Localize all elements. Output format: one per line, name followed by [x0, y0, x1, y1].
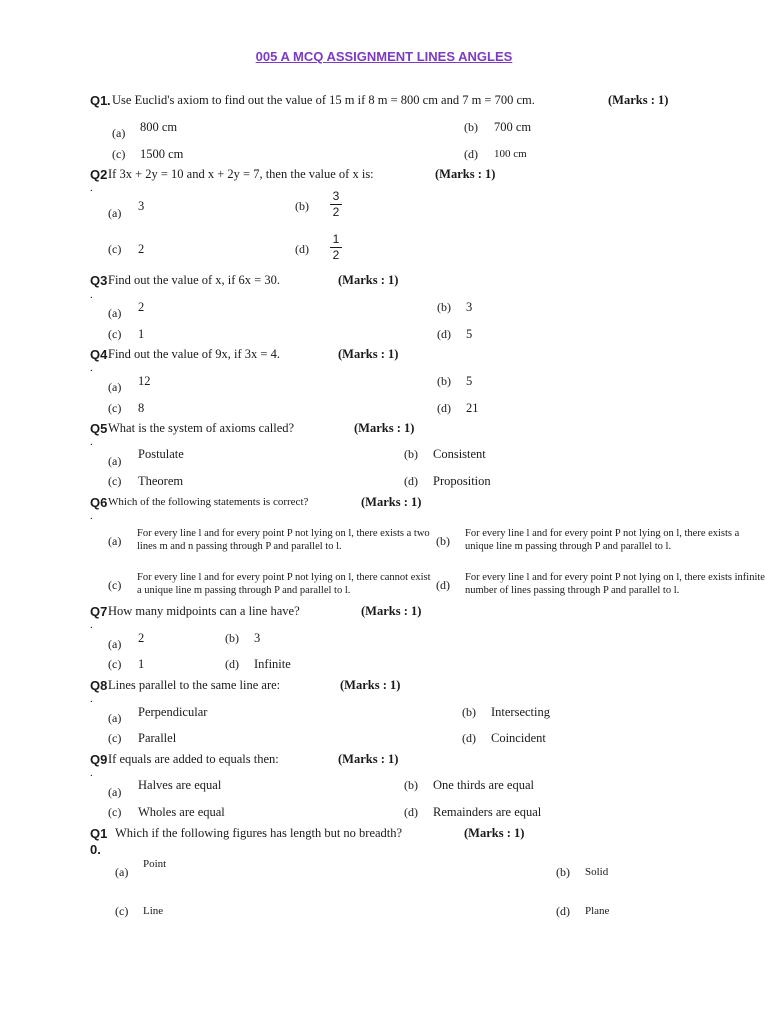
question-number: Q5 [90, 421, 108, 436]
fraction-denominator: 2 [332, 205, 340, 219]
marks-label: (Marks : 1) [608, 93, 669, 107]
option-label-a: (a) [108, 711, 122, 725]
option-d-text: Infinite [254, 657, 291, 671]
question-number: Q6 [90, 495, 108, 510]
option-label-c: (c) [108, 327, 122, 341]
option-d-text: Coincident [491, 731, 546, 745]
option-label-c: (c) [108, 242, 122, 256]
marks-label: (Marks : 1) [361, 604, 422, 618]
marks-label: (Marks : 1) [361, 495, 422, 509]
option-a-text: Perpendicular [138, 705, 208, 719]
question-number: Q4 [90, 347, 108, 362]
option-d-text: Plane [585, 905, 610, 917]
question-text: Find out the value of x, if 6x = 30. [108, 273, 280, 287]
option-label-c: (c) [108, 731, 122, 745]
option-c-text: Line [143, 905, 164, 917]
page-title: 005 A MCQ ASSIGNMENT LINES ANGLES [255, 49, 513, 64]
option-c-text: 2 [138, 242, 145, 256]
dot-mark: . [90, 289, 93, 301]
option-label-d: (d) [404, 805, 418, 819]
option-b-text: One thirds are equal [433, 778, 535, 792]
option-b-text: 3 [254, 631, 261, 645]
marks-label: (Marks : 1) [435, 167, 496, 181]
option-b-fraction [330, 190, 342, 219]
question-number: Q1 [90, 93, 108, 108]
option-label-b: (b) [437, 374, 451, 388]
option-d-text: 100 cm [494, 148, 527, 160]
option-b-text: 3 [466, 300, 473, 314]
question-text: Lines parallel to the same line are: [108, 678, 281, 692]
option-a-text: 12 [138, 374, 151, 388]
dot-mark: . [90, 619, 93, 631]
option-a-text: Postulate [138, 447, 184, 461]
option-a-text: Halves are equal [138, 778, 222, 792]
option-label-d: (d) [436, 578, 450, 592]
question-text: Use Euclid's axiom to find out the value of 15 m if 8 m = 800 cm and 7 m = 700 cm. [112, 93, 535, 107]
option-label-d: (d) [556, 904, 570, 918]
option-label-a: (a) [108, 785, 122, 799]
option-a-text: 800 cm [140, 120, 178, 134]
option-label-c: (c) [108, 657, 122, 671]
dot-mark: . [90, 182, 93, 194]
option-label-a: (a) [108, 380, 122, 394]
option-a-text: 2 [138, 631, 145, 645]
option-c-text: 1500 cm [140, 147, 184, 161]
option-a-text: 3 [138, 199, 145, 213]
question-number-line2: 0. [90, 842, 101, 857]
option-c-text: 8 [138, 401, 145, 415]
option-label-d: (d) [404, 474, 418, 488]
option-label-a: (a) [108, 637, 122, 651]
question-number: Q7 [90, 604, 108, 619]
option-a-text: Point [143, 858, 167, 870]
fraction-denominator: 2 [332, 248, 340, 262]
option-label-c: (c) [115, 904, 129, 918]
option-label-a: (a) [108, 534, 122, 548]
dot-mark: . [90, 767, 93, 779]
option-label-b: (b) [556, 865, 570, 879]
question-number: Q3 [90, 273, 108, 288]
question-number: Q8 [90, 678, 108, 693]
option-label-b: (b) [462, 705, 476, 719]
option-c-text: Parallel [138, 731, 177, 745]
question-text: How many midpoints can a line have? [108, 604, 300, 618]
option-label-b: (b) [295, 199, 309, 213]
option-c-text: 1 [138, 327, 145, 341]
option-label-d: (d) [437, 401, 451, 415]
question-dot: . [107, 93, 111, 108]
option-a-text: 2 [138, 300, 145, 314]
option-c-text: For every line l and for every point P not lying on l, there cannot exist a unique line m passing through P and parallel to l. [137, 572, 431, 596]
dot-mark: . [90, 436, 93, 448]
option-label-a: (a) [112, 126, 126, 140]
option-b-text: 5 [466, 374, 473, 388]
option-d-text: For every line l and for every point P not lying on l, there exists infinite number of lines passing through P and parallel to l. [465, 572, 765, 596]
question-text: If equals are added to equals then: [108, 752, 279, 766]
option-label-c: (c) [112, 147, 126, 161]
option-label-a: (a) [108, 206, 122, 220]
option-d-text: Remainders are equal [433, 805, 542, 819]
question-text: What is the system of axioms called? [108, 421, 295, 435]
question-number: Q9 [90, 752, 108, 767]
option-c-text: 1 [138, 657, 145, 671]
option-label-c: (c) [108, 474, 122, 488]
option-b-text: For every line l and for every point P not lying on l, there exists a unique line m passing through P and parallel to l. [465, 528, 740, 552]
question-text: Which if the following figures has length but no breadth? [115, 826, 403, 840]
option-label-c: (c) [108, 805, 122, 819]
option-label-d: (d) [295, 242, 309, 256]
option-label-b: (b) [436, 534, 450, 548]
marks-label: (Marks : 1) [338, 347, 399, 361]
option-label-b: (b) [404, 447, 418, 461]
option-d-fraction [330, 233, 342, 262]
option-b-text: Intersecting [491, 705, 551, 719]
option-label-b: (b) [225, 631, 239, 645]
option-b-text: 700 cm [494, 120, 532, 134]
option-label-a: (a) [108, 454, 122, 468]
dot-mark: . [90, 510, 93, 522]
option-label-c: (c) [108, 401, 122, 415]
option-label-d: (d) [437, 327, 451, 341]
option-label-a: (a) [108, 306, 122, 320]
option-label-c: (c) [108, 578, 122, 592]
option-b-text: Consistent [433, 447, 486, 461]
marks-label: (Marks : 1) [338, 273, 399, 287]
dot-mark: . [90, 362, 93, 374]
option-label-a: (a) [115, 865, 129, 879]
marks-label: (Marks : 1) [338, 752, 399, 766]
option-a-text: For every line l and for every point P not lying on l, there exists a two lines m and n passing through P and parallel to l. [137, 528, 430, 552]
question-number-line1: Q1 [90, 826, 108, 841]
option-label-b: (b) [464, 120, 478, 134]
option-c-text: Wholes are equal [138, 805, 225, 819]
fraction-numerator: 3 [332, 189, 340, 203]
question-text: Which of the following statements is correct? [108, 496, 309, 508]
option-label-b: (b) [404, 778, 418, 792]
option-label-d: (d) [462, 731, 476, 745]
marks-label: (Marks : 1) [340, 678, 401, 692]
dot-mark: . [90, 693, 93, 705]
option-label-d: (d) [225, 657, 239, 671]
option-b-text: Solid [585, 866, 609, 878]
option-d-text: Proposition [433, 474, 491, 488]
option-d-text: 21 [466, 401, 479, 415]
fraction-numerator: 1 [332, 232, 340, 246]
option-c-text: Theorem [138, 474, 184, 488]
question-text: Find out the value of 9x, if 3x = 4. [108, 347, 280, 361]
option-d-text: 5 [466, 327, 473, 341]
option-label-b: (b) [437, 300, 451, 314]
question-text: If 3x + 2y = 10 and x + 2y = 7, then the value of x is: [108, 167, 374, 181]
marks-label: (Marks : 1) [464, 826, 525, 840]
question-number: Q2 [90, 167, 108, 182]
option-label-d: (d) [464, 147, 478, 161]
marks-label: (Marks : 1) [354, 421, 415, 435]
